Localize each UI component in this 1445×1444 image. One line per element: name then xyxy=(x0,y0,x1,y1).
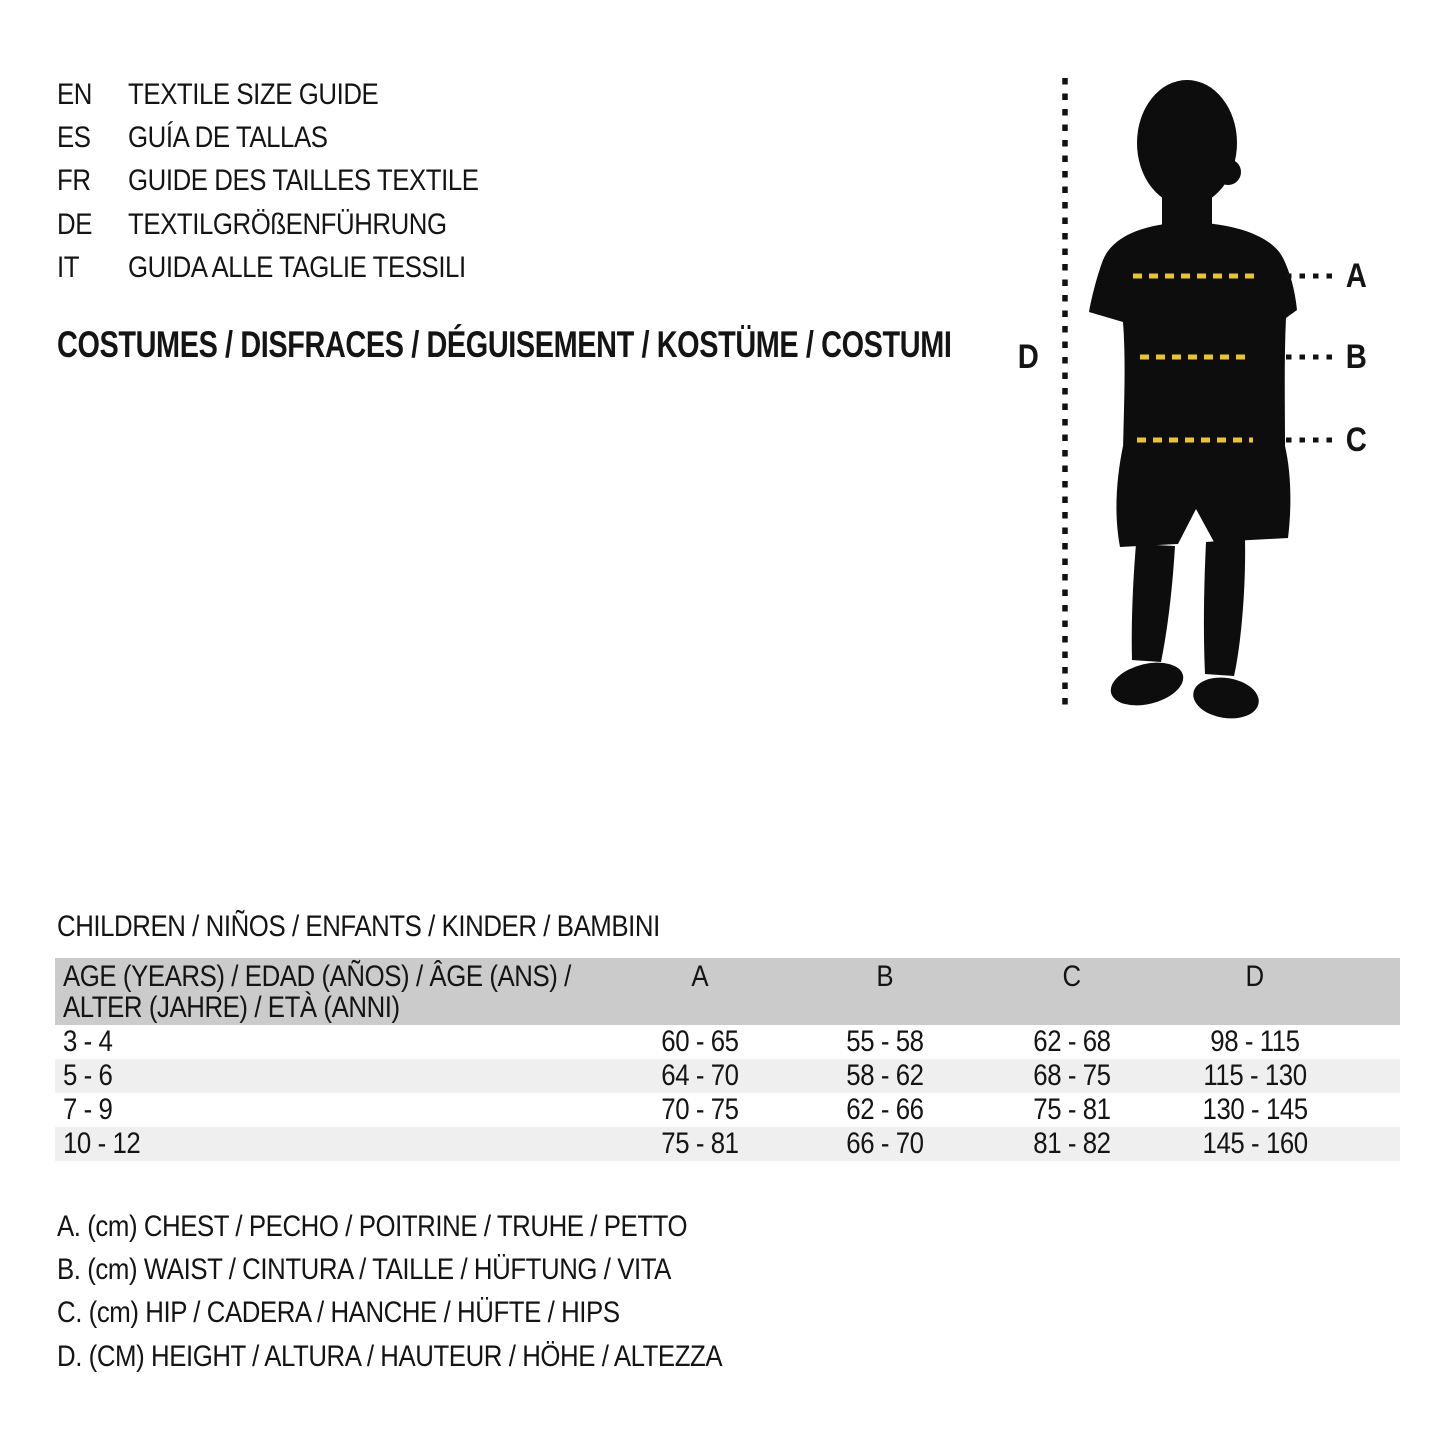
lang-title-it: GUIDA ALLE TAGLIE TESSILI xyxy=(128,251,466,285)
lang-title-es: GUÍA DE TALLAS xyxy=(128,121,328,155)
chest-range: 75 - 81 xyxy=(661,1127,739,1160)
table-row xyxy=(55,1093,1400,1127)
size-measure-figure xyxy=(1000,60,1445,740)
chest-range: 70 - 75 xyxy=(661,1093,739,1126)
children-size-table xyxy=(55,958,1400,1161)
children-section-title: CHILDREN / NIÑOS / ENFANTS / KINDER / BAMBINI xyxy=(57,910,660,943)
height-range: 145 - 160 xyxy=(1202,1127,1308,1160)
legend-chest: A. (cm) CHEST / PECHO / POITRINE / TRUHE / PETTO xyxy=(57,1210,688,1243)
waist-label-b: B xyxy=(1345,338,1367,376)
column-header-c: C xyxy=(1062,960,1082,993)
waist-range: 62 - 66 xyxy=(846,1093,924,1126)
hip-range: 62 - 68 xyxy=(1033,1025,1111,1058)
lang-title-de: TEXTILGRÖßENFÜHRUNG xyxy=(128,207,447,241)
language-title-list xyxy=(57,73,536,290)
age-column-header: AGE (YEARS) / EDAD (AÑOS) / ÂGE (ANS) / ALTER (JAHRE) / ETÀ (ANNI) xyxy=(63,960,571,1024)
language-row-es xyxy=(57,116,536,159)
legend-height: D. (CM) HEIGHT / ALTURA / HAUTEUR / HÖHE / ALTEZZA xyxy=(57,1339,723,1373)
column-header-a: A xyxy=(691,960,709,993)
waist-range: 55 - 58 xyxy=(846,1025,924,1058)
category-title: COSTUMES / DISFRACES / DÉGUISEMENT / KOSTÜME / COSTUMI xyxy=(57,324,952,365)
table-row xyxy=(55,1059,1400,1093)
silhouette-right-leg xyxy=(1204,539,1245,676)
height-range: 130 - 145 xyxy=(1202,1093,1308,1126)
language-row-fr xyxy=(57,160,536,203)
measurement-legend xyxy=(57,1205,830,1378)
table-row xyxy=(55,1127,1400,1161)
age-value: 3 - 4 xyxy=(63,1025,113,1058)
lang-code-es: ES xyxy=(57,121,91,155)
chest-label-a: A xyxy=(1345,257,1367,295)
chest-range: 60 - 65 xyxy=(661,1025,739,1058)
chest-range: 64 - 70 xyxy=(661,1059,739,1092)
silhouette-torso xyxy=(1089,222,1297,450)
age-value: 5 - 6 xyxy=(63,1059,113,1092)
silhouette-left-leg xyxy=(1132,544,1175,662)
silhouette-right-shoe xyxy=(1190,673,1261,723)
legend-hip: C. (cm) HIP / CADERA / HANCHE / HÜFTE / HIPS xyxy=(57,1296,620,1330)
silhouette-left-shoe xyxy=(1106,656,1187,713)
hip-label-c: C xyxy=(1345,421,1367,459)
column-header-b: B xyxy=(876,960,894,993)
age-value: 7 - 9 xyxy=(63,1093,113,1126)
silhouette-shorts xyxy=(1116,446,1290,547)
height-range: 115 - 130 xyxy=(1203,1059,1307,1092)
waist-range: 66 - 70 xyxy=(846,1127,924,1160)
language-row-de xyxy=(57,203,536,246)
language-row-en xyxy=(57,73,536,116)
lang-code-de: DE xyxy=(57,207,92,241)
table-row xyxy=(55,1025,1400,1059)
lang-code-fr: FR xyxy=(57,164,91,198)
height-label-d: D xyxy=(1017,338,1039,376)
waist-range: 58 - 62 xyxy=(846,1059,924,1092)
lang-code-it: IT xyxy=(57,251,80,285)
size-table-header xyxy=(55,958,1400,1025)
hip-range: 81 - 82 xyxy=(1033,1127,1111,1160)
child-silhouette xyxy=(1089,80,1297,723)
lang-code-en: EN xyxy=(57,77,92,111)
lang-title-en: TEXTILE SIZE GUIDE xyxy=(128,77,379,111)
hip-range: 68 - 75 xyxy=(1033,1059,1111,1092)
lang-title-fr: GUIDE DES TAILLES TEXTILE xyxy=(128,164,479,198)
legend-waist: B. (cm) WAIST / CINTURA / TAILLE / HÜFTUNG / VITA xyxy=(57,1253,671,1287)
age-value: 10 - 12 xyxy=(63,1127,141,1160)
silhouette-head xyxy=(1137,80,1237,206)
height-range: 98 - 115 xyxy=(1210,1025,1300,1058)
language-row-it xyxy=(57,247,536,290)
hip-range: 75 - 81 xyxy=(1033,1093,1111,1126)
column-header-d: D xyxy=(1245,960,1265,993)
